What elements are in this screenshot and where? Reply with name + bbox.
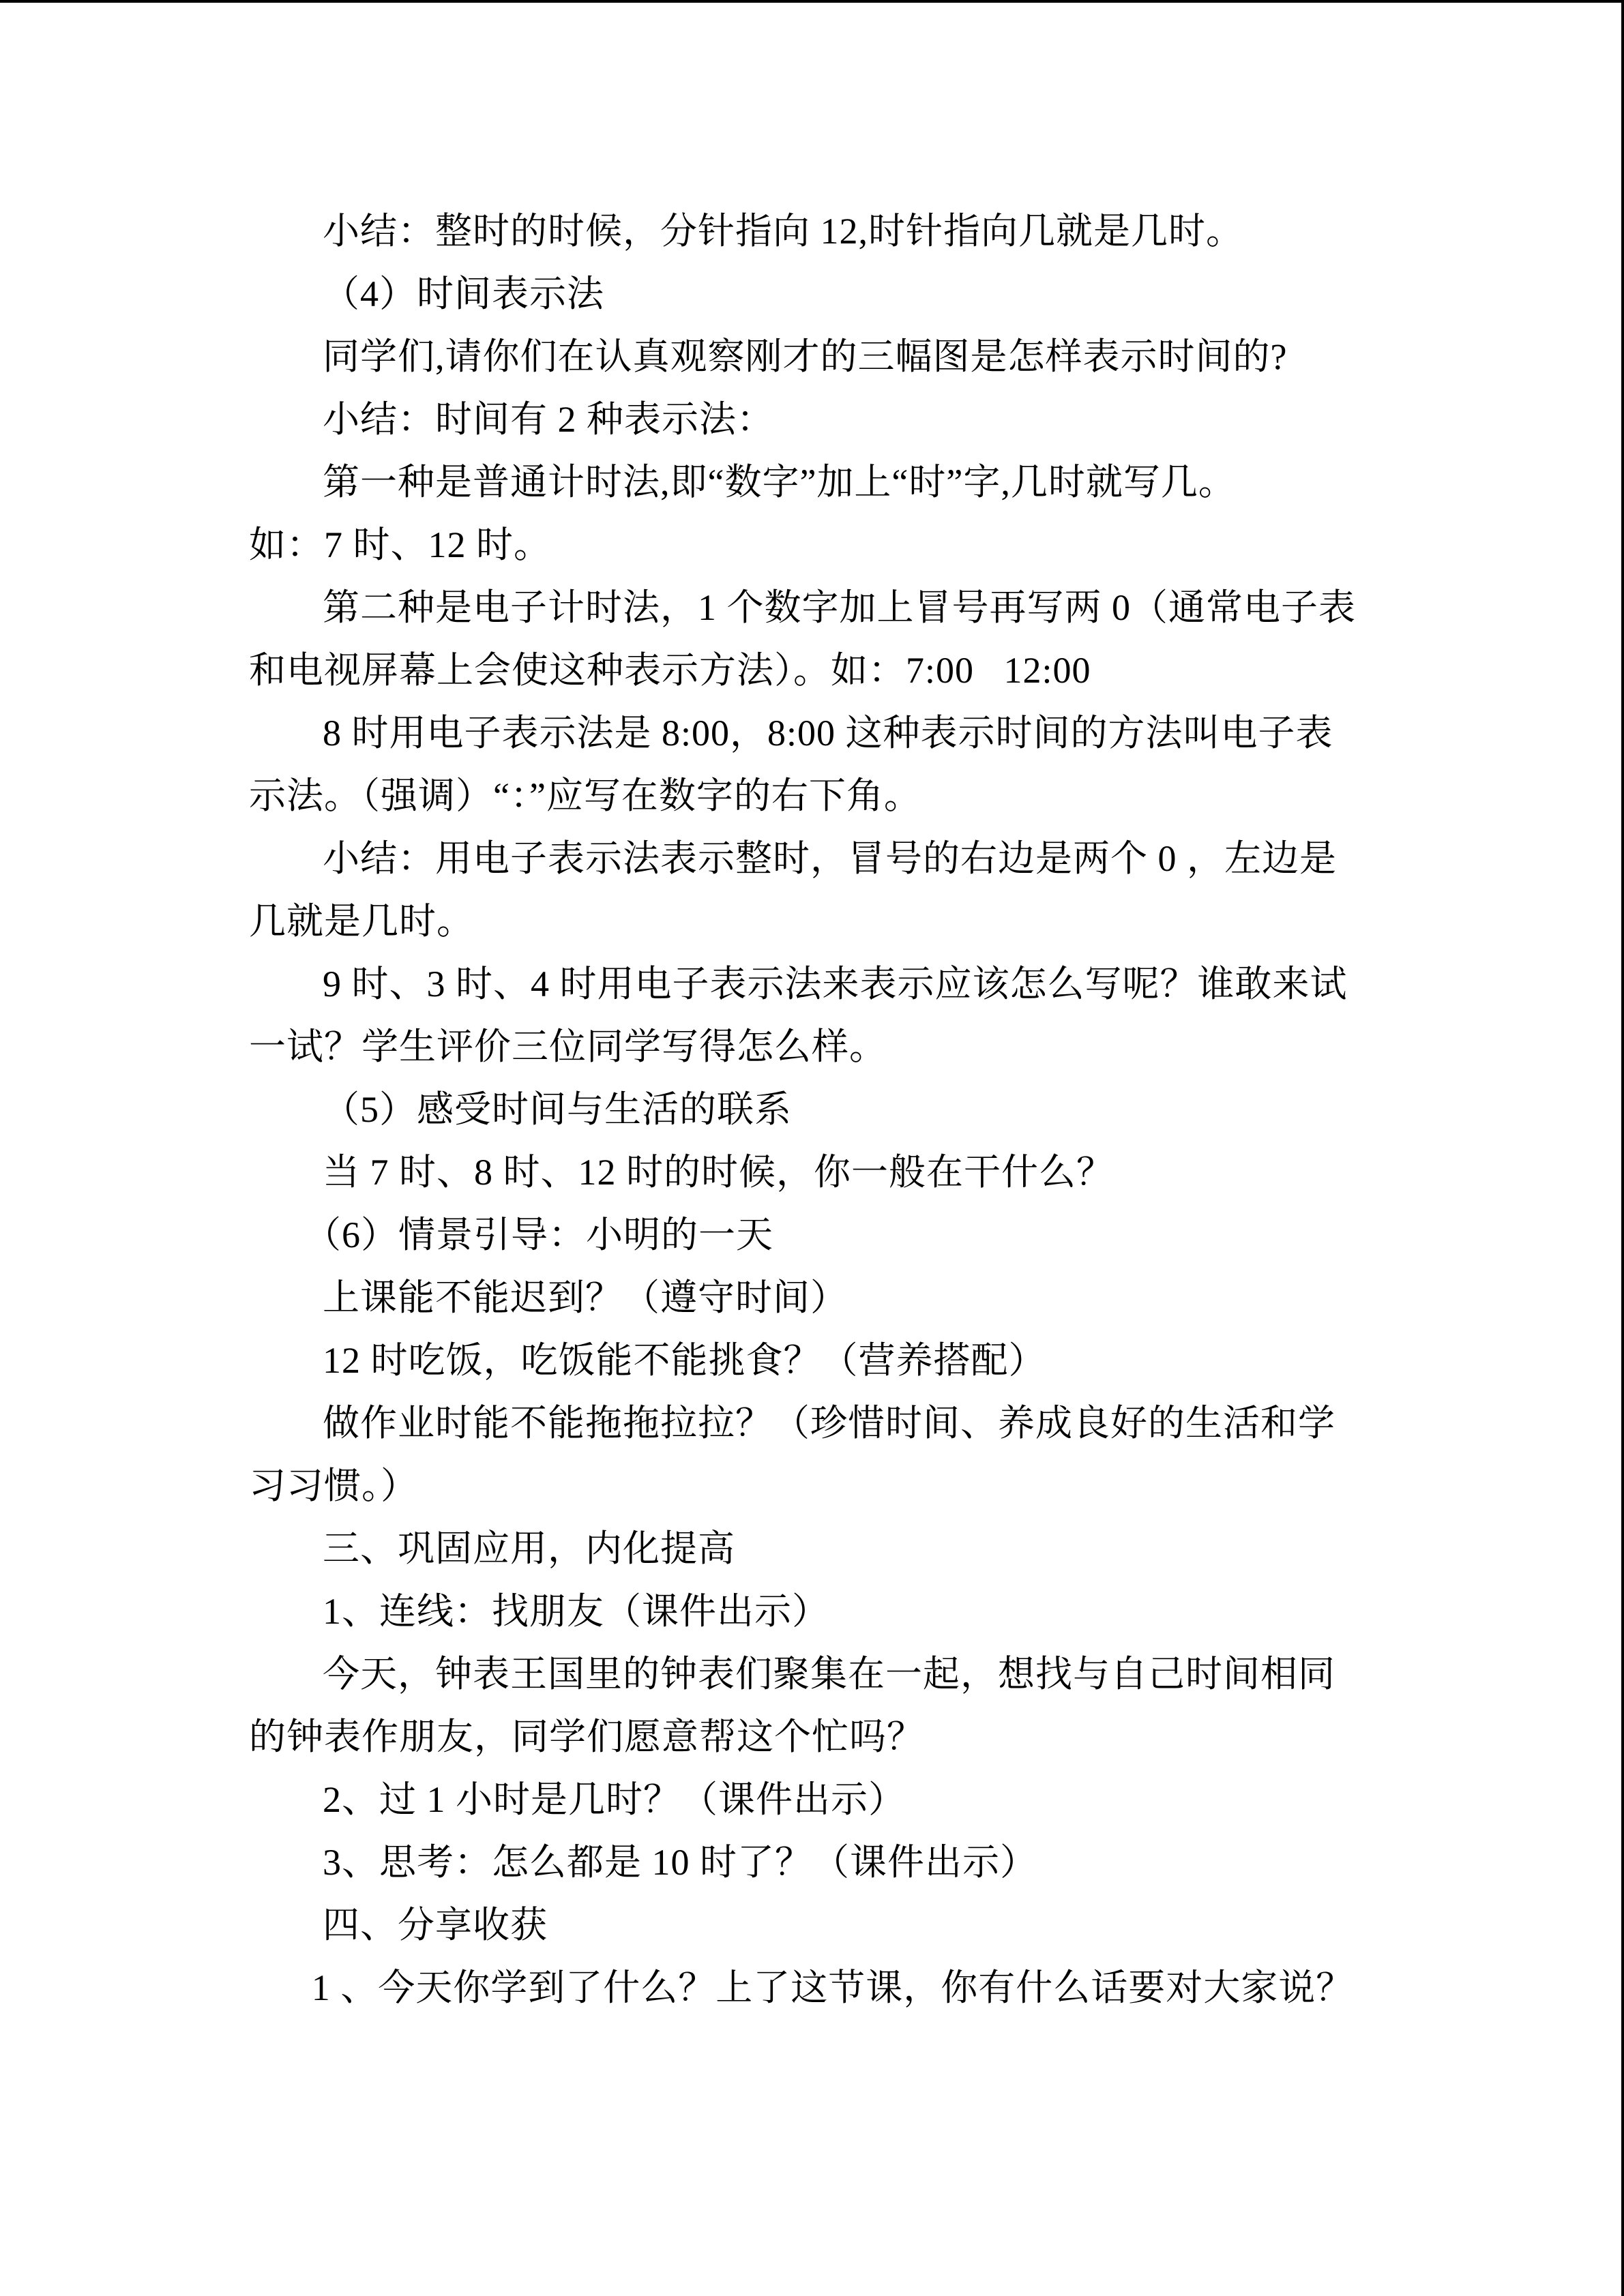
- text-line: 一试？学生评价三位同学写得怎么样。: [249, 1026, 887, 1067]
- text-line: 1 、今天你学到了什么？上了这节课，你有什么话要对大家说？: [311, 1967, 1354, 2008]
- text-line: （4）时间表示法: [323, 273, 604, 314]
- text-line: （6）情景引导：小明的一天: [304, 1214, 773, 1255]
- page-right-edge-line: [1621, 0, 1624, 2296]
- text-line: 12 时吃饭，吃饭能不能挑食？（营养搭配）: [323, 1340, 1046, 1381]
- text-line: 示法。（强调）“：”应写在数字的右下角。: [249, 775, 921, 816]
- lesson-plan-text-block: [249, 200, 1449, 2019]
- text-line: 9 时、3 时、4 时用电子表示法来表示应该怎么写呢？谁敢来试: [323, 964, 1348, 1004]
- text-line: 习习惯。）: [249, 1465, 418, 1506]
- text-line: 同学们,请你们在认真观察刚才的三幅图是怎样表示时间的?: [323, 336, 1288, 377]
- page-top-edge-line: [0, 0, 1624, 3]
- text-line: 今天，钟表王国里的钟表们聚集在一起，想找与自己时间相同: [323, 1654, 1335, 1695]
- text-line: 如：7 时、12 时。: [249, 524, 551, 565]
- text-line: （5）感受时间与生活的联系: [323, 1089, 792, 1130]
- text-line: 3、思考：怎么都是 10 时了？（课件出示）: [323, 1842, 1037, 1883]
- text-line: 当 7 时、8 时、12 时的时候，你一般在干什么？: [323, 1152, 1114, 1193]
- text-line: 2、过 1 小时是几时？（课件出示）: [323, 1779, 906, 1820]
- text-line: 四、分享收获: [323, 1905, 548, 1945]
- text-line: 小结：时间有 2 种表示法：: [323, 399, 774, 440]
- text-line: 1、连线：找朋友（课件出示）: [323, 1591, 829, 1632]
- text-line: 和电视屏幕上会使这种表示方法）。如：7:00 12:00: [249, 650, 1091, 691]
- text-line: 第一种是普通计时法,即“数字”加上“时”字,几时就写几。: [323, 462, 1236, 503]
- text-line: 小结：用电子表示法表示整时，冒号的右边是两个 0 ，左边是: [323, 838, 1337, 879]
- text-line: 的钟表作朋友，同学们愿意帮这个忙吗？: [249, 1716, 924, 1757]
- text-line: 几就是几时。: [249, 901, 474, 942]
- text-line: 8 时用电子表示法是 8:00，8:00 这种表示时间的方法叫电子表: [323, 713, 1333, 754]
- text-line: 小结：整时的时候，分针指向 12,时针指向几就是几时。: [323, 211, 1243, 252]
- text-line: 做作业时能不能拖拖拉拉？（珍惜时间、养成良好的生活和学: [323, 1403, 1335, 1444]
- text-line: 上课能不能迟到？（遵守时间）: [323, 1277, 848, 1318]
- text-line: 第二种是电子计时法，1 个数字加上冒号再写两 0（通常电子表: [323, 587, 1356, 628]
- text-line: 三、巩固应用，内化提高: [323, 1528, 735, 1569]
